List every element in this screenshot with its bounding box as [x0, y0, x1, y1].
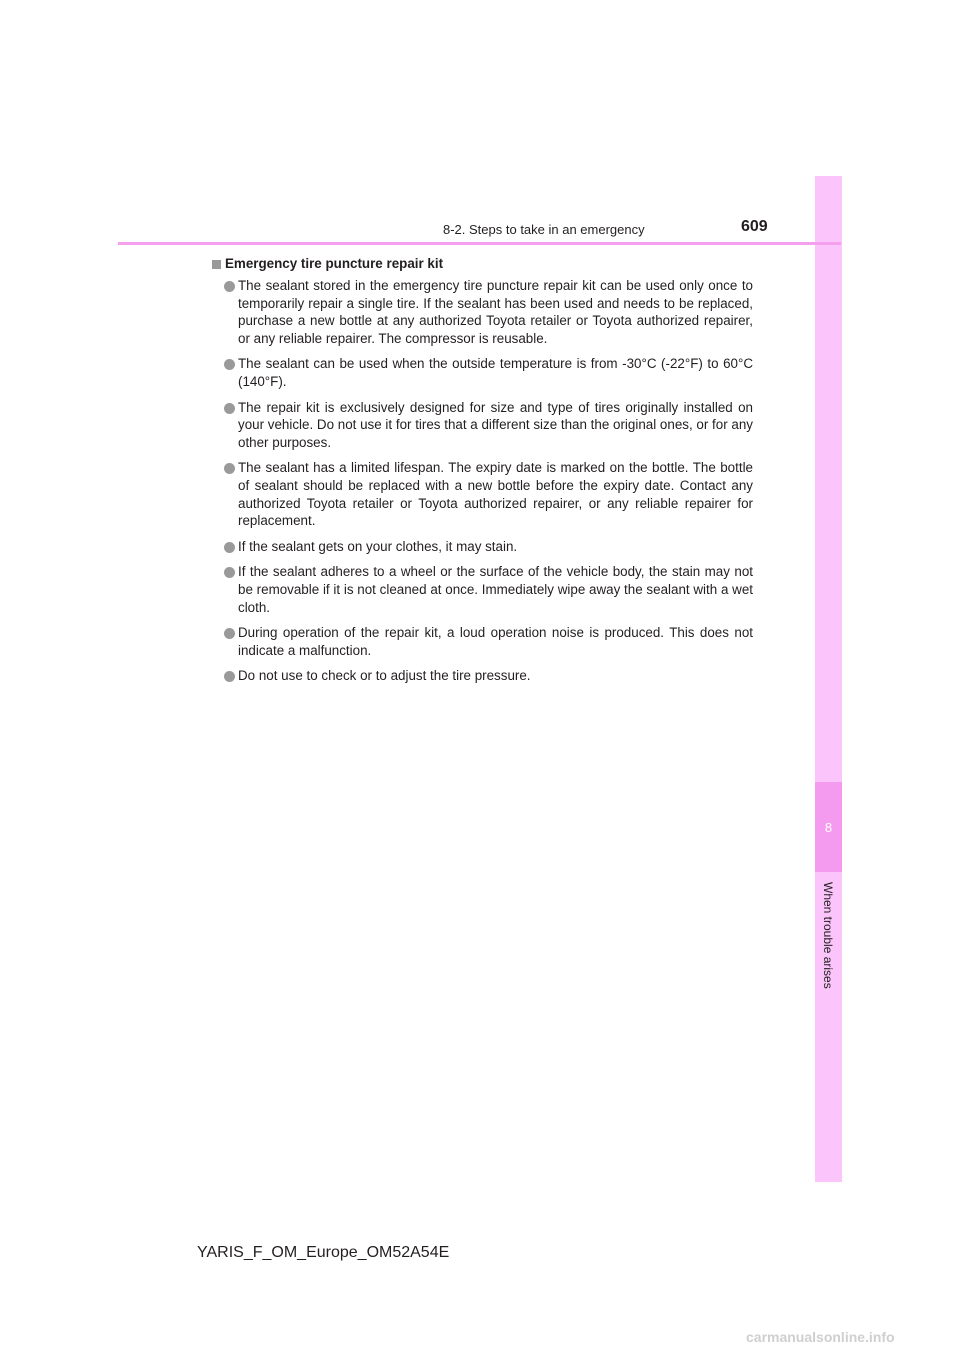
list-item-text: During operation of the repair kit, a loud operation noise is produced. This does not indicate a malfunction. — [238, 625, 753, 658]
chapter-label: When trouble arises — [821, 882, 835, 989]
chapter-number: 8 — [815, 782, 842, 872]
list-item — [212, 277, 753, 347]
list-item-text: Do not use to check or to adjust the tire pressure. — [238, 668, 531, 684]
section-title: 8-2. Steps to take in an emergency — [443, 222, 645, 237]
list-item — [212, 459, 753, 529]
list-item — [212, 355, 753, 390]
list-item-text: The sealant stored in the emergency tire puncture repair kit can be used only once to temporarily repair a single tire. If the sealant has been used and needs to be replaced, purchase a new bottle at any authorized Toyota retailer or Toyota authorized repairer, or any reliable repairer. The compressor is reusable. — [238, 278, 753, 346]
page-number: 609 — [741, 218, 768, 235]
bullet-dot-icon — [224, 359, 235, 370]
list-item — [212, 399, 753, 452]
bullet-dot-icon — [224, 542, 235, 553]
chapter-side-tab — [815, 176, 842, 1182]
bullet-dot-icon — [224, 671, 235, 682]
bullet-list — [212, 277, 753, 685]
list-item-text: If the sealant adheres to a wheel or the surface of the vehicle body, the stain may not be removable if it is not cleaned at once. Immediately wipe away the sealant with a wet cloth. — [238, 564, 753, 615]
list-item-text: The repair kit is exclusively designed for size and type of tires originally installed on your vehicle. Do not use it for tires that a different size than the original ones, or for any other purposes. — [238, 399, 753, 450]
bullet-dot-icon — [224, 281, 235, 292]
bullet-dot-icon — [224, 403, 235, 414]
list-item — [212, 667, 753, 685]
list-item-text: If the sealant gets on your clothes, it may stain. — [238, 538, 518, 554]
list-item-text: The sealant can be used when the outside temperature is from -30°C (-22°F) to 60°C (140°F). — [238, 356, 753, 389]
list-item — [212, 563, 753, 616]
bullet-dot-icon — [224, 567, 235, 578]
subsection-heading — [212, 255, 753, 273]
header-divider — [118, 242, 841, 245]
bullet-dot-icon — [224, 463, 235, 474]
bullet-dot-icon — [224, 628, 235, 639]
list-item — [212, 624, 753, 659]
content-area — [212, 255, 753, 693]
subsection-heading-text: Emergency tire puncture repair kit — [225, 256, 444, 271]
square-bullet-icon — [212, 260, 221, 269]
list-item — [212, 538, 753, 556]
list-item-text: The sealant has a limited lifespan. The expiry date is marked on the bottle. The bottle of sealant should be replaced with a new bottle before the expiry date. Contact any authorized Toyota retailer or Toyota authorized repairer, or any reliable repairer for replacement. — [238, 460, 753, 529]
document-code: YARIS_F_OM_Europe_OM52A54E — [197, 1244, 450, 1261]
watermark: carmanualsonline.info — [746, 1329, 895, 1345]
